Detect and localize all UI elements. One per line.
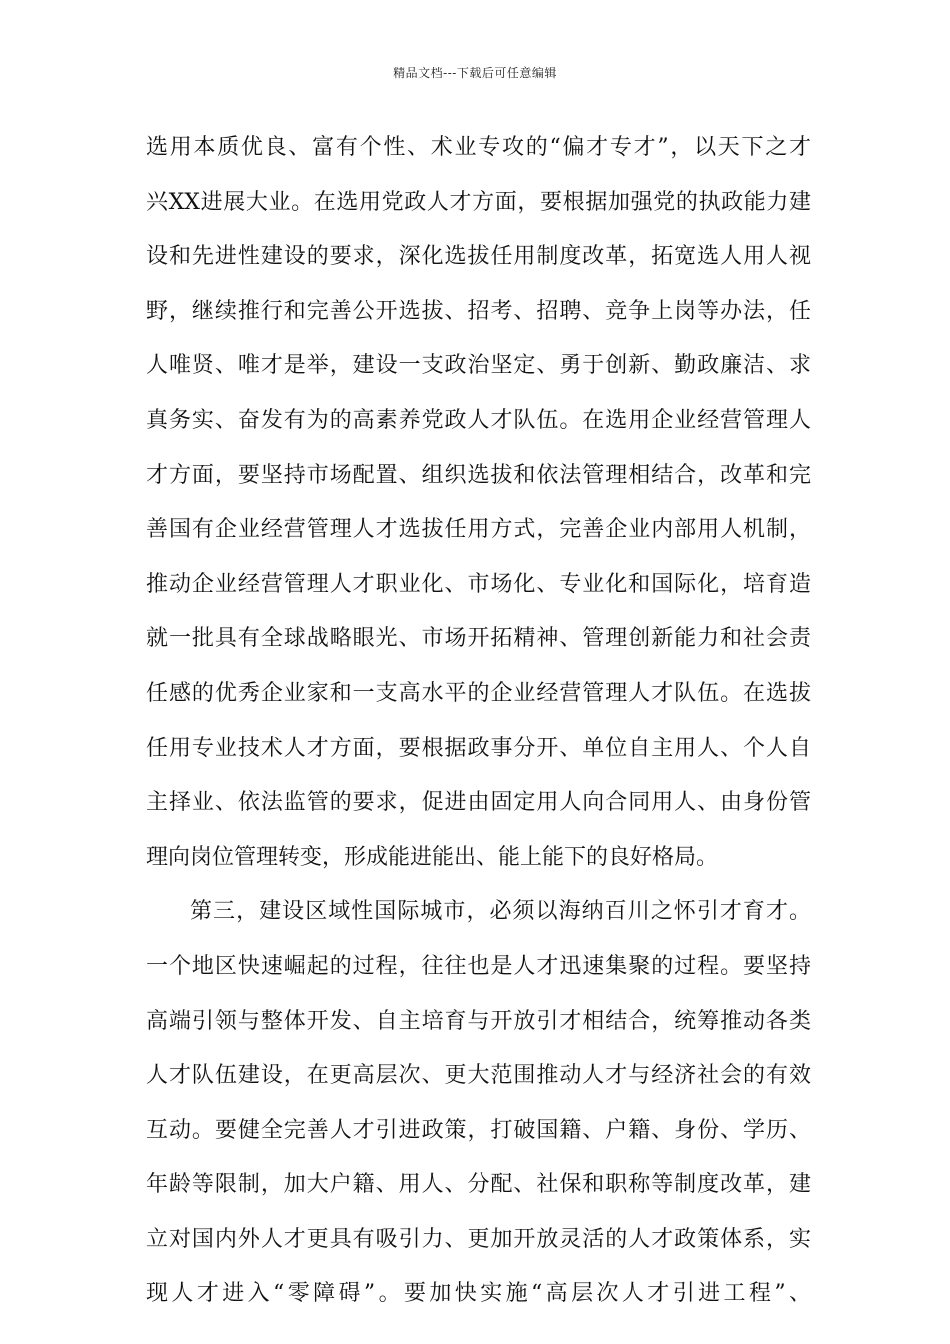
text-line: 现人才进入“零障碍”。要加快实施“高层次人才引进工程”、: [146, 1281, 811, 1307]
text-line: 人唯贤、唯才是举，建设一支政治坚定、勇于创新、勤政廉洁、求: [146, 353, 811, 379]
text-line: 任感的优秀企业家和一支高水平的企业经营管理人才队伍。在选拔: [146, 680, 811, 706]
text-line: 高端引领与整体开发、自主培育与开放引才相结合，统筹推动各类: [146, 1008, 811, 1034]
text-line: 任用专业技术人才方面，要根据政事分开、单位自主用人、个人自: [146, 735, 811, 761]
text-line: 理向岗位管理转变，形成能进能出、能上能下的良好格局。: [146, 844, 719, 870]
paragraph: [146, 885, 811, 1322]
text-line: 野，继续推行和完善公开选拔、招考、招聘、竞争上岗等办法，任: [146, 298, 811, 324]
text-line: 第三，建设区域性国际城市，必须以海纳百川之怀引才育才。: [190, 899, 811, 925]
page-header: 精品文档---下载后可任意编辑: [393, 66, 557, 80]
text-line: 年龄等限制，加大户籍、用人、分配、社保和职称等制度改革，建: [146, 1172, 811, 1198]
text-line: 设和先进性建设的要求，深化选拔任用制度改革，拓宽选人用人视: [146, 244, 811, 270]
text-line: 就一批具有全球战略眼光、市场开拓精神、管理创新能力和社会责: [146, 626, 811, 652]
text-line: 一个地区快速崛起的过程，往往也是人才迅速集聚的过程。要坚持: [146, 953, 811, 979]
text-line: 才方面，要坚持市场配置、组织选拔和依法管理相结合，改革和完: [146, 462, 811, 488]
text-line: 互动。要健全完善人才引进政策，打破国籍、户籍、身份、学历、: [146, 1117, 811, 1143]
text-line: 推动企业经营管理人才职业化、市场化、专业化和国际化，培育造: [146, 571, 811, 597]
text-line: 人才队伍建设，在更高层次、更大范围推动人才与经济社会的有效: [146, 1063, 811, 1089]
text-line: 善国有企业经营管理人才选拔任用方式，完善企业内部用人机制，: [146, 517, 811, 543]
text-line: 主择业、依法监管的要求，促进由固定用人向合同用人、由身份管: [146, 790, 811, 816]
text-line: 立对国内外人才更具有吸引力、更加开放灵活的人才政策体系，实: [146, 1226, 811, 1252]
text-line: 兴XX进展大业。在选用党政人才方面，要根据加强党的执政能力建: [146, 189, 811, 215]
document-body: [146, 121, 811, 1322]
paragraph: [146, 121, 811, 885]
text-line: 选用本质优良、富有个性、术业专攻的“偏才专才”，以天下之才: [146, 135, 811, 160]
text-line: 真务实、奋发有为的高素养党政人才队伍。在选用企业经营管理人: [146, 407, 811, 433]
